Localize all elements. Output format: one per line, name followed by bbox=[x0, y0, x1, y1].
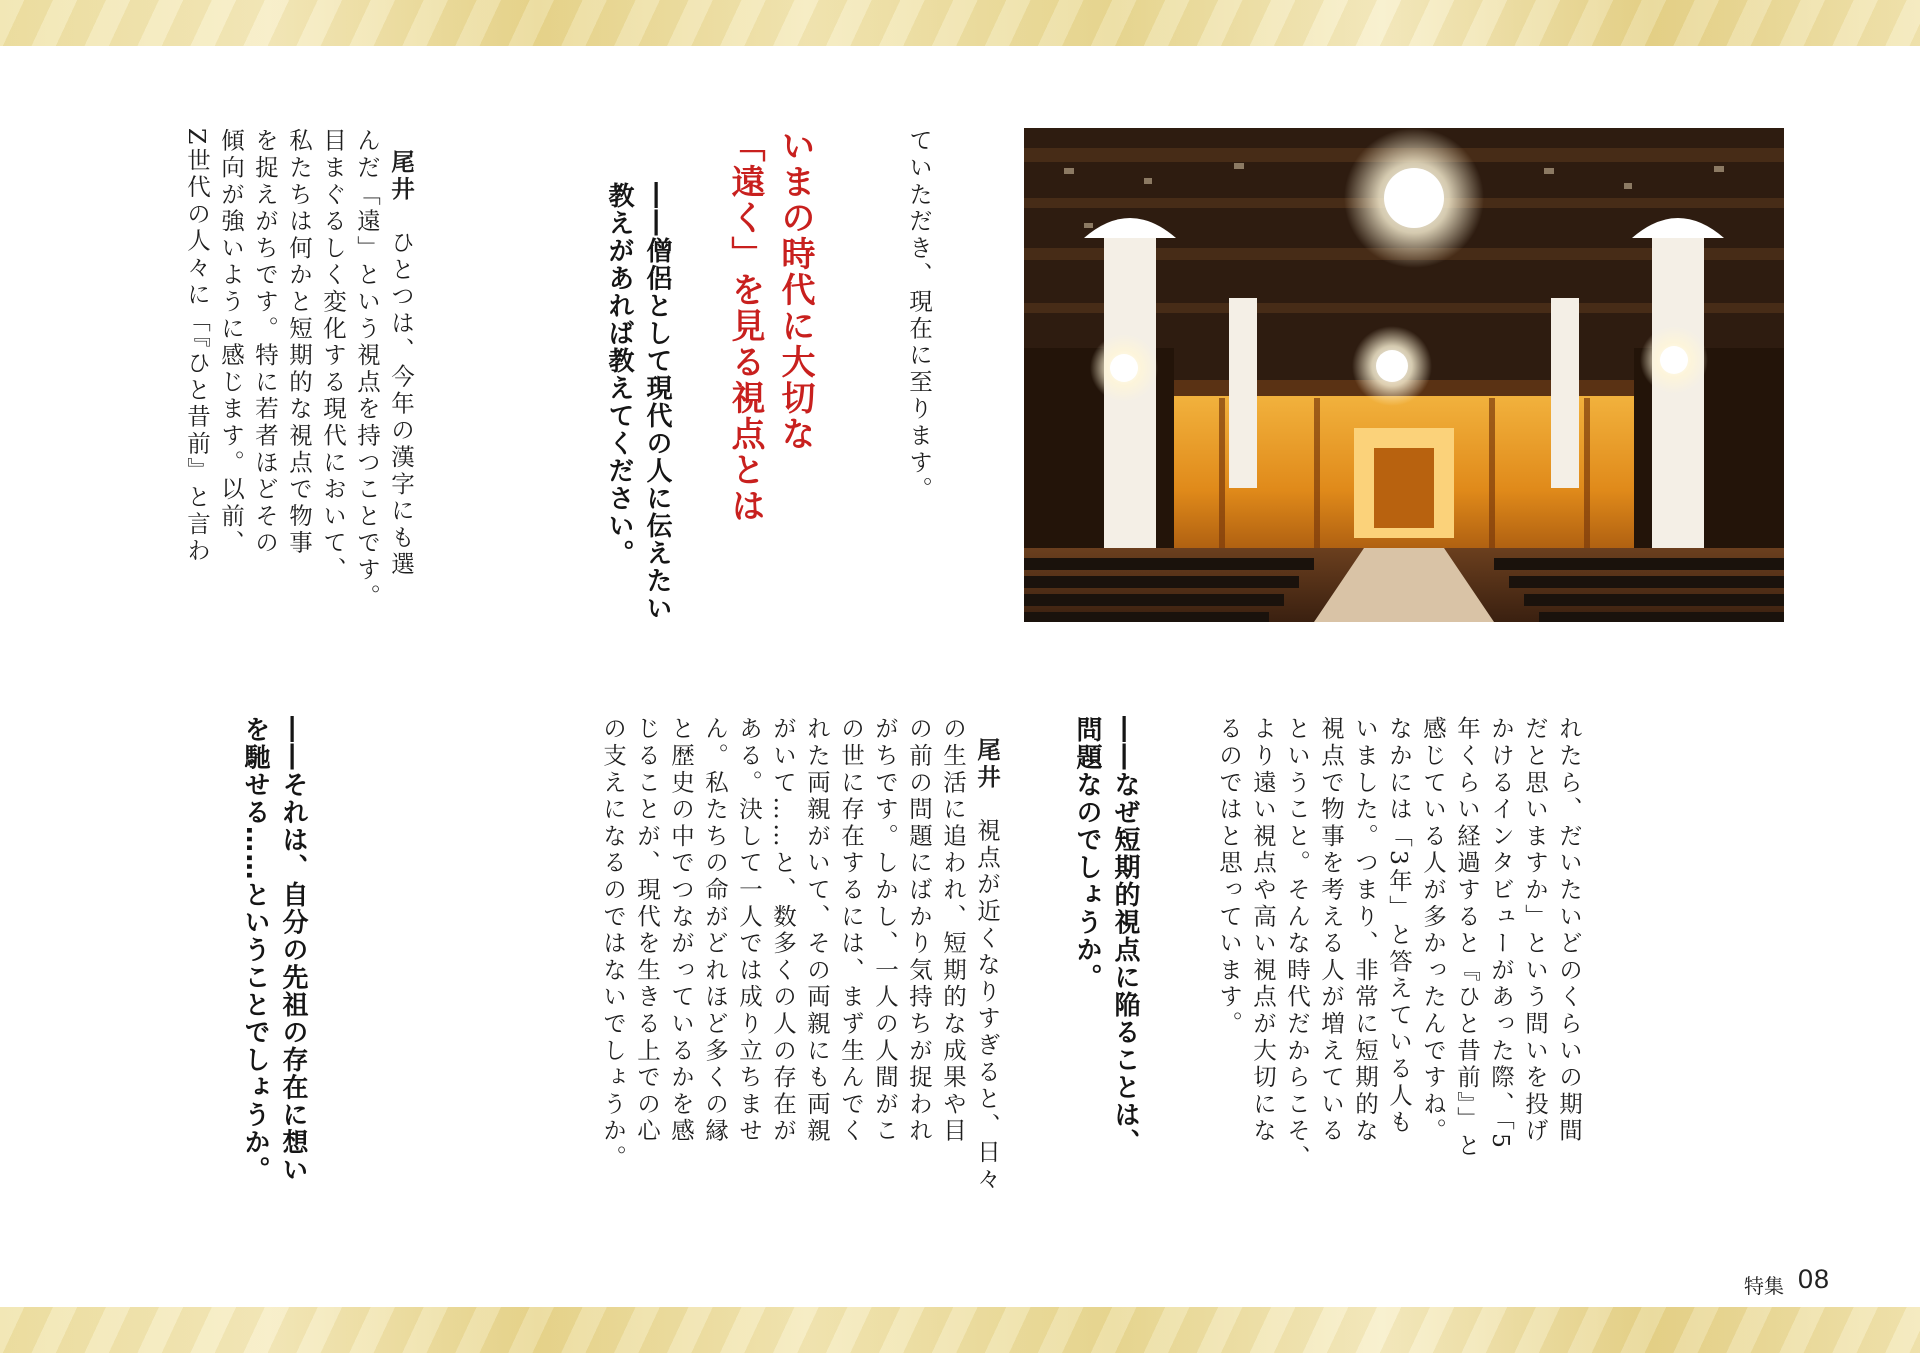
answer-text-2: 視点が近くなりすぎると、日々 の生活に追われ、短期的な成果や目 の前の問題にばかり気持ちが捉われ がちです。しかし、一人の人間がこ の世に存在するには、まず生んでく れた両親がいて、その両親にも両親 がいて……と、数多くの人の存在が ある。決して一人では成り立ちませ ん。私たちの命がどれほど多くの縁 と歴史の中でつながっているかを感 じることが、現代を生きる上での心 の支えになるのではないでしょうか。 bbox=[599, 716, 1001, 1194]
temple-hall-photo-illustration bbox=[1024, 128, 1784, 622]
question-heading-3: ――それは、自分の先祖の存在に想い を馳せる……ということでしょうか。 bbox=[240, 716, 308, 1184]
continued-text: ていただき、現在に至ります。 bbox=[905, 128, 933, 504]
temple-hall-photo bbox=[1024, 128, 1784, 622]
section-label: 特集 bbox=[1744, 1276, 1784, 1298]
page-number: 08 bbox=[1798, 1264, 1831, 1294]
top-decorative-band bbox=[0, 0, 1920, 46]
question-heading-1: ――僧侶として現代の人に伝えたい 教えがあれば教えてください。 bbox=[604, 182, 672, 622]
speaker-label-2: 尾井 bbox=[973, 737, 1001, 792]
continued-text-2: れたら、だいたいどのくらいの期間 だと思いますか」という問いを投げ かけるインタビューがあった際、「5 年くらい経過すると『ひと昔前』」と 感じている人が多かったんですね。 なかには「3年」と答えている人も いました。つまり、非常に短期的な 視点で物事を考える人が増えている ということ。そんな時代だからこそ、 より遠い視点や高い視点が大切にな るのではと思っています。 bbox=[1215, 716, 1583, 1172]
section-title: いまの時代に大切な 「遠く」を見る視点とは bbox=[725, 128, 815, 524]
answer-block-1 bbox=[180, 128, 452, 648]
speaker-label: 尾井 bbox=[387, 149, 415, 204]
bottom-decorative-band bbox=[0, 1307, 1920, 1353]
answer-block-2 bbox=[596, 716, 1038, 1193]
answer-text-1: ひとつは、今年の漢字にも選 んだ「遠」という視点を持つことです。 目まぐるしく変化する現代において、 私たちは何かと短期的な視点で物事 を捉えがちです。特に若者ほどその 傾向が強いように感じます。以前、 Z世代の人々に「『ひと昔前』と言わ bbox=[183, 128, 415, 611]
question-heading-2: ――なぜ短期的視点に陥ることは、 問題なのでしょうか。 bbox=[1072, 716, 1140, 1156]
